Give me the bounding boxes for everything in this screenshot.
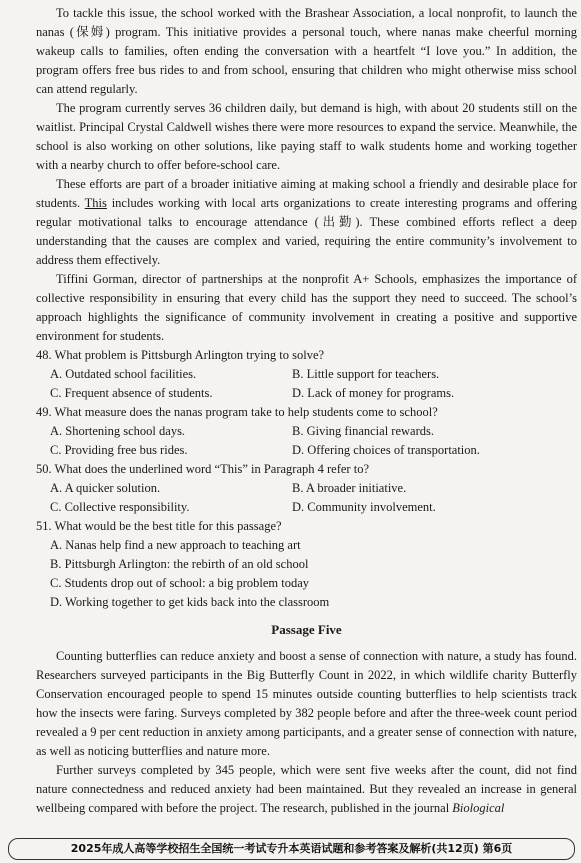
option-d: D. Lack of money for programs. <box>292 386 455 400</box>
paragraph-3-rest: includes working with local arts organizations to create interesting programs and offering regular motivational talks to encourage attendance (出勤). These combined efforts reflect a deep understanding that the causes are complex and varied, requiring the entire community’s involvement to address them effectively. <box>36 196 578 267</box>
passage-five-paragraph-1: Counting butterflies can reduce anxiety and boost a sense of connection with nature, a study has found. Researchers surveyed participants in the Big Butterfly Count in 2022, in which wildlife charity Butterfly Conservation encouraged people to spend 15 minutes outside counting butterflies to help scientists track how the insects were faring. Surveys completed by 382 people before and after the three-week count period revealed a 9 per cent reduction in anxiety among participants, and a greater sense of connection with nature, as well as noticing butterflies and nature more. <box>36 649 577 758</box>
paragraph-2: The program currently serves 36 children daily, but demand is high, with about 20 students still on the waitlist. Principal Crystal Caldwell wishes there were more resources to expand the service. Meanwhile, the school is also working on other solutions, like paying staff to walk students home and working together with a nearby church to offer before-school care. <box>36 101 577 172</box>
journal-name: Biological <box>452 801 505 815</box>
question-51 <box>36 517 577 612</box>
passage-five-title: Passage Five <box>271 622 342 637</box>
paragraph-4: Tiffini Gorman, director of partnerships at the nonprofit A+ Schools, emphasizes the importance of collective responsibility in ensuring that every child has the support they need to succeed. The school’s approach highlights the significance of community involvement in creating a positive and supportive environment for students. <box>36 272 577 343</box>
option-c: C. Collective responsibility. <box>50 500 190 514</box>
option-d: D. Working together to get kids back into the classroom <box>50 595 330 609</box>
page-footer: 2025年成人高等学校招生全国统一考试专升本英语试题和参考答案及解析(共12页) 第6页 <box>8 838 575 860</box>
option-b: B. A broader initiative. <box>292 481 407 495</box>
question-49 <box>36 403 577 460</box>
question-50 <box>36 460 577 517</box>
paragraph-1: To tackle this issue, the school worked with the Brashear Association, a local nonprofit, to launch the nanas (保姆) program. This initiative provides a personal touch, where nanas make cheerful morning wakeup calls to families, often ending the conversation with a heartfelt “I love you.” In addition, the program offers free bus rides to and from school, ensuring that children who might otherwise miss school can attend regularly. <box>36 6 577 96</box>
option-a: A. Nanas help find a new approach to teaching art <box>50 538 301 552</box>
paragraph-3-start: These efforts are part of a broader initiative aiming at making school a friendly and desirable place for students. <box>36 177 577 210</box>
question-stem: 50. What does the underlined word “This” in Paragraph 4 refer to? <box>36 462 369 476</box>
option-d: D. Offering choices of transportation. <box>292 443 480 457</box>
options <box>36 365 577 403</box>
option-b: B. Giving financial rewards. <box>292 424 434 438</box>
options <box>36 479 577 517</box>
options <box>36 422 577 460</box>
paragraph-3 <box>36 175 577 270</box>
paragraph-text: Further surveys completed by 345 people, which were sent five weeks after the count, did not find nature connectedness and reduced anxiety had been maintained. But they revealed an increase in general wellbeing compared with before the project. The research, published in the journal <box>36 763 577 815</box>
passage-five-paragraph-2 <box>36 761 577 818</box>
question-stem: 48. What problem is Pittsburgh Arlington trying to solve? <box>36 348 325 362</box>
option-b: B. Little support for teachers. <box>292 367 440 381</box>
page-content <box>36 4 577 818</box>
option-a: A. Shortening school days. <box>50 424 186 438</box>
option-c: C. Frequent absence of students. <box>50 386 213 400</box>
option-d: D. Community involvement. <box>292 500 436 514</box>
option-a: A. A quicker solution. <box>50 481 161 495</box>
option-c: C. Students drop out of school: a big problem today <box>50 576 310 590</box>
question-stem: 51. What would be the best title for this passage? <box>36 519 282 533</box>
question-stem: 49. What measure does the nanas program take to help students come to school? <box>36 405 438 419</box>
option-a: A. Outdated school facilities. <box>50 367 197 381</box>
question-48 <box>36 346 577 403</box>
underlined-word-this: This <box>84 196 107 210</box>
option-c: C. Providing free bus rides. <box>50 443 188 457</box>
option-b: B. Pittsburgh Arlington: the rebirth of an old school <box>50 557 309 571</box>
